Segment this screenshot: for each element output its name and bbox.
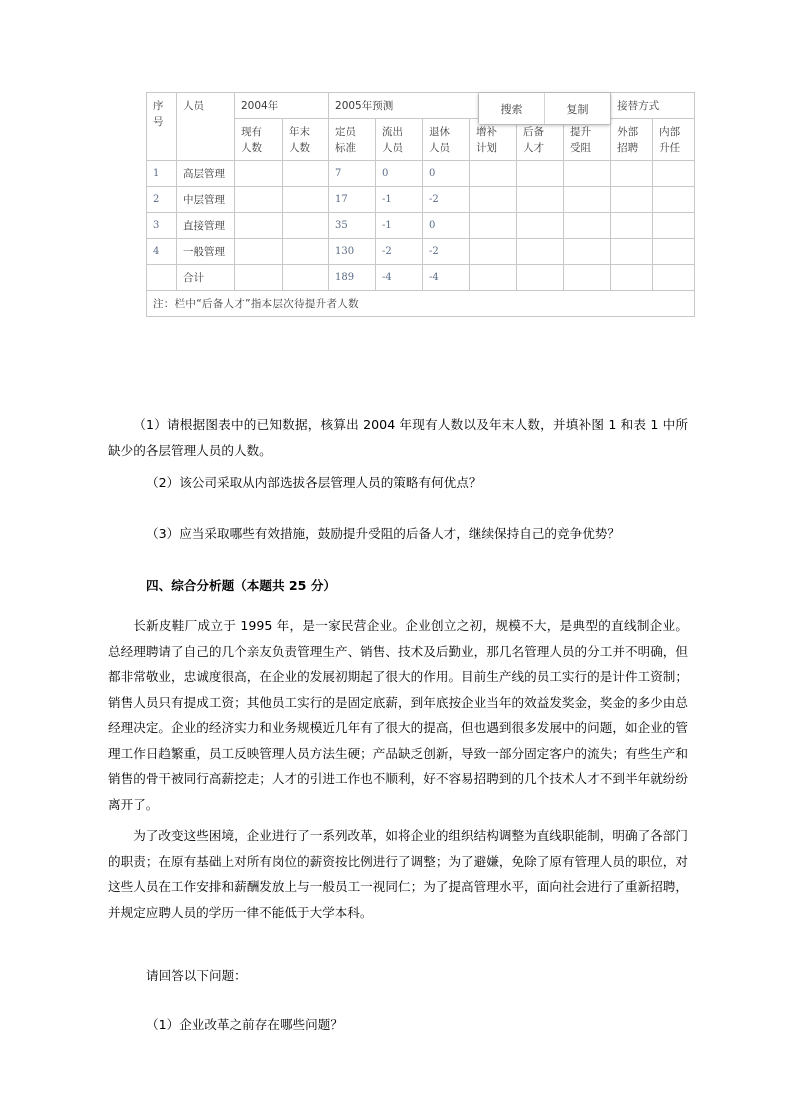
table-row bbox=[147, 187, 695, 213]
header-label-add-plan: 增补计划 bbox=[476, 126, 498, 154]
cell-internal-promote bbox=[653, 187, 695, 213]
cell-promotion-blocked bbox=[564, 161, 611, 187]
text-selection-popup[interactable] bbox=[478, 92, 611, 125]
cell-retire: 0 bbox=[423, 161, 470, 187]
cell-add-plan bbox=[470, 213, 517, 239]
cell-year-end-count bbox=[283, 265, 329, 291]
cell-person: 高层管理 bbox=[177, 161, 235, 187]
cell-year-end-count bbox=[283, 213, 329, 239]
cell-current-count bbox=[235, 265, 283, 291]
cell-outflow: -1 bbox=[376, 187, 423, 213]
cell-current-count bbox=[235, 239, 283, 265]
cell-promotion-blocked bbox=[564, 213, 611, 239]
header-label-quota-standard: 定员标准 bbox=[335, 126, 357, 154]
header-label-internal-promote: 内部升任 bbox=[659, 126, 681, 154]
cell-quota-standard: 7 bbox=[329, 161, 376, 187]
copy-button[interactable]: 复制 bbox=[544, 93, 610, 124]
cell-current-count bbox=[235, 161, 283, 187]
table-header-top-row bbox=[147, 93, 695, 119]
cell-retire: -4 bbox=[423, 265, 470, 291]
cell-reserve-talent bbox=[517, 161, 564, 187]
header-cell-quota-standard bbox=[329, 119, 376, 161]
question-item-2: （2）该公司采取从内部选拔各层管理人员的策略有何优点？ bbox=[146, 475, 482, 490]
header-cell-external-recruit bbox=[611, 119, 653, 161]
header-label-seq: 序号 bbox=[153, 100, 164, 128]
section-heading: 四、综合分析题（本题共 25 分） bbox=[146, 578, 337, 593]
cell-internal-promote bbox=[653, 213, 695, 239]
header-label-external-recruit: 外部招聘 bbox=[617, 126, 639, 154]
question-item-3: （3）应当采取哪些有效措施，鼓励提升受阻的后备人才，继续保持自己的竞争优势？ bbox=[146, 526, 620, 541]
cell-current-count bbox=[235, 213, 283, 239]
cell-reserve-talent bbox=[517, 265, 564, 291]
hr-planning-table bbox=[146, 92, 695, 317]
cell-reserve-talent bbox=[517, 213, 564, 239]
section-question-1: （1）企业改革之前存在哪些问题？ bbox=[146, 1017, 343, 1032]
cell-quota-standard: 130 bbox=[329, 239, 376, 265]
search-button[interactable]: 搜索 bbox=[479, 93, 544, 124]
cell-promotion-blocked bbox=[564, 239, 611, 265]
cell-add-plan bbox=[470, 187, 517, 213]
cell-reserve-talent bbox=[517, 239, 564, 265]
header-cell-year-end-count bbox=[283, 119, 329, 161]
cell-seq: 2 bbox=[147, 187, 177, 213]
answer-prompt: 请回答以下问题： bbox=[146, 968, 247, 983]
cell-external-recruit bbox=[611, 161, 653, 187]
header-cell-succession bbox=[611, 93, 695, 119]
cell-external-recruit bbox=[611, 239, 653, 265]
cell-internal-promote bbox=[653, 265, 695, 291]
table-note: 注：栏中“后备人才”指本层次待提升者人数 bbox=[147, 291, 695, 317]
cell-reserve-talent bbox=[517, 187, 564, 213]
header-cell-current-count bbox=[235, 119, 283, 161]
header-label-year-2004: 2004年 bbox=[241, 100, 279, 112]
header-label-succession: 接替方式 bbox=[617, 100, 660, 112]
header-cell-seq bbox=[147, 93, 177, 161]
cell-external-recruit bbox=[611, 213, 653, 239]
cell-seq bbox=[147, 265, 177, 291]
cell-quota-standard: 17 bbox=[329, 187, 376, 213]
header-cell-outflow bbox=[376, 119, 423, 161]
question-item-1: （1）请根据图表中的已知数据，核算出 2004 年现有人数以及年末人数，并填补图 1 和表 1 中所缺少的各层管理人员的人数。 bbox=[108, 417, 688, 458]
cell-person: 直接管理 bbox=[177, 213, 235, 239]
cell-year-end-count bbox=[283, 187, 329, 213]
header-label-current-count: 现有人数 bbox=[241, 126, 262, 154]
cell-outflow: 0 bbox=[376, 161, 423, 187]
cell-outflow: -1 bbox=[376, 213, 423, 239]
table-row bbox=[147, 161, 695, 187]
cell-internal-promote bbox=[653, 161, 695, 187]
header-label-retire: 退休人员 bbox=[429, 126, 451, 154]
cell-retire: -2 bbox=[423, 187, 470, 213]
hr-planning-table-wrapper bbox=[146, 92, 694, 317]
cell-outflow: -4 bbox=[376, 265, 423, 291]
header-label-year-end-count: 年末人数 bbox=[289, 126, 310, 154]
header-label-outflow: 流出人员 bbox=[382, 126, 404, 154]
cell-seq: 4 bbox=[147, 239, 177, 265]
cell-add-plan bbox=[470, 161, 517, 187]
cell-quota-standard: 35 bbox=[329, 213, 376, 239]
cell-quota-standard: 189 bbox=[329, 265, 376, 291]
cell-current-count bbox=[235, 187, 283, 213]
cell-promotion-blocked bbox=[564, 265, 611, 291]
header-cell-person bbox=[177, 93, 235, 161]
cell-promotion-blocked bbox=[564, 187, 611, 213]
cell-add-plan bbox=[470, 265, 517, 291]
table-row bbox=[147, 213, 695, 239]
cell-seq: 3 bbox=[147, 213, 177, 239]
table-row-total bbox=[147, 265, 695, 291]
header-label-reserve-talent: 后备人才 bbox=[523, 126, 545, 154]
table-row bbox=[147, 239, 695, 265]
case-paragraph-2: 为了改变这些困境，企业进行了一系列改革，如将企业的组织结构调整为直线职能制，明确了各部门的职责；在原有基础上对所有岗位的薪资按比例进行了调整；为了避嫌，免除了原有管理人员的职位，对这些人员在工作安排和薪酬发放上与一般员工一视同仁；为了提高管理水平，面向社会进行了重新招聘，并规定应聘人员的学历一律不能低于大学本科。 bbox=[108, 828, 688, 920]
header-cell-internal-promote bbox=[653, 119, 695, 161]
header-cell-retire bbox=[423, 119, 470, 161]
cell-year-end-count bbox=[283, 239, 329, 265]
cell-external-recruit bbox=[611, 265, 653, 291]
cell-internal-promote bbox=[653, 239, 695, 265]
table-note-row bbox=[147, 291, 695, 317]
header-label-promotion-blocked: 提升受阻 bbox=[570, 126, 592, 154]
cell-retire: 0 bbox=[423, 213, 470, 239]
cell-retire: -2 bbox=[423, 239, 470, 265]
header-label-forecast-2005: 2005年预测 bbox=[335, 100, 394, 112]
header-cell-year-2004 bbox=[235, 93, 329, 119]
cell-add-plan bbox=[470, 239, 517, 265]
cell-seq: 1 bbox=[147, 161, 177, 187]
cell-person: 合计 bbox=[177, 265, 235, 291]
cell-outflow: -2 bbox=[376, 239, 423, 265]
case-paragraph-1: 长新皮鞋厂成立于 1995 年，是一家民营企业。企业创立之初，规模不大，是典型的直线制企业。总经理聘请了自己的几个亲友负责管理生产、销售、技术及后勤业，那几名管理人员的分工并不明确，但都非常敬业，忠诚度很高，在企业的发展初期起了很大的作用。目前生产线的员工实行的是计件工资制；销售人员只有提成工资；其他员工实行的是固定底薪，到年底按企业当年的效益发奖金，奖金的多少由总经理决定。企业的经济实力和业务规模近几年有了很大的提高，但也遇到很多发展中的问题，如企业的管理工作日趋繁重，员工反映管理人员方法生硬；产品缺乏创新，导致一部分固定客户的流失；有些生产和销售的骨干被同行高薪挖走；人才的引进工作也不顺利，好不容易招聘到的几个技术人才不到半年就纷纷离开了。 bbox=[108, 618, 688, 812]
cell-external-recruit bbox=[611, 187, 653, 213]
cell-person: 中层管理 bbox=[177, 187, 235, 213]
cell-person: 一般管理 bbox=[177, 239, 235, 265]
cell-year-end-count bbox=[283, 161, 329, 187]
header-label-person: 人员 bbox=[183, 100, 204, 112]
